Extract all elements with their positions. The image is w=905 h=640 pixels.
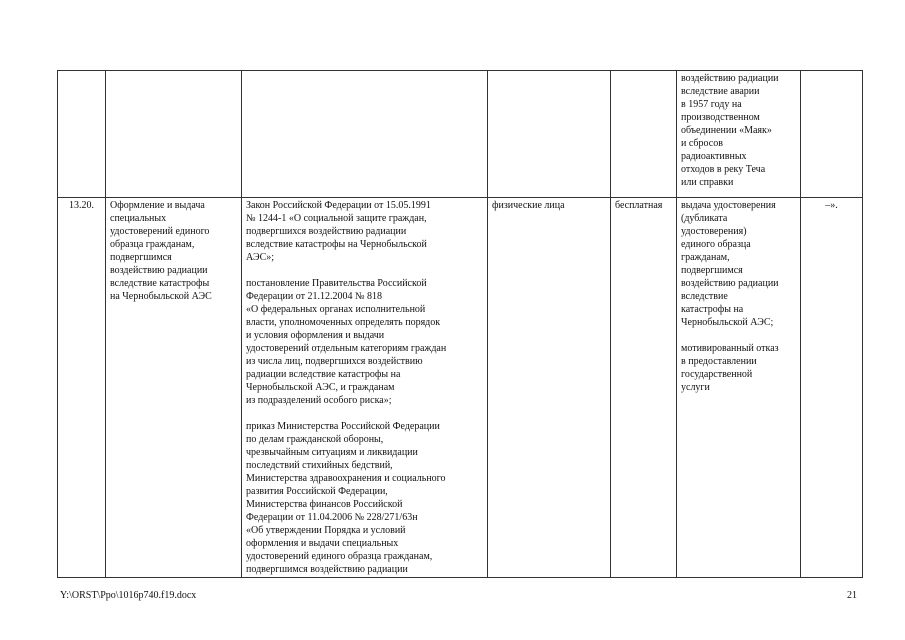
services-table: [57, 70, 863, 578]
result-refusal: мотивированный отказ в предоставлении государственной услуги: [681, 343, 779, 393]
cell-recipient: физические лица: [488, 198, 611, 578]
cell-note-empty: [801, 71, 863, 198]
cell-service-empty: [106, 71, 242, 198]
page-number: 21: [847, 590, 857, 601]
table-row-13-20: [58, 198, 863, 578]
cell-result: [677, 198, 801, 578]
cell-number: 13.20.: [58, 198, 106, 578]
cell-note: –».: [801, 198, 863, 578]
cell-cost-empty: [611, 71, 677, 198]
cell-service-name: Оформление и выдача специальных удостоверений единого образца гражданам, подвергшимся воздействию радиации вследствие катастрофы на Чернобыльской АЭС: [106, 198, 242, 578]
cell-cost: бесплатная: [611, 198, 677, 578]
footer-file-path: Y:\ORST\Ppo\1016p740.f19.docx: [60, 590, 197, 601]
legal-basis-order: приказ Министерства Российской Федерации по делам гражданской обороны, чрезвычайным ситуациям и ликвидации последствий стихийных бедствий, Министерства здравоохранения и социального развития Российской Федерации, Министерства финансов Российской Федерации от 11.04.2006 № 228/271/63н «Об утверждении Порядка и условий оформления и выдачи специальных удостоверений единого образца гражданам, подвергшимся воздействию радиации: [246, 421, 446, 575]
table-row-continued: [58, 71, 863, 198]
result-issue: выдача удостоверения (дубликата удостоверения) единого образца гражданам, подвергшимся воздействию радиации вследствие катастрофы на Чернобыльской АЭС;: [681, 200, 779, 328]
cell-result-continued: воздействию радиации вследствие аварии в 1957 году на производственном объединении «Маяк» и сбросов радиоактивных отходов в реку Теча или справки: [677, 71, 801, 198]
cell-legal-empty: [242, 71, 488, 198]
legal-basis-law: Закон Российской Федерации от 15.05.1991 № 1244-1 «О социальной защите граждан, подвергшихся воздействию радиации вследствие катастрофы на Чернобыльской АЭС»;: [246, 200, 431, 263]
legal-basis-decree: постановление Правительства Российской Федерации от 21.12.2004 № 818 «О федеральных органах исполнительной власти, уполномоченных определять порядок и условия оформления и выдачи удостоверений отдельным категориям граждан из числа лиц, подвергшихся воздействию радиации вследствие катастрофы на Чернобыльской АЭС, и гражданам из подразделений особого риска»;: [246, 278, 447, 406]
cell-number-empty: [58, 71, 106, 198]
cell-legal-basis: [242, 198, 488, 578]
cell-recipient-empty: [488, 71, 611, 198]
